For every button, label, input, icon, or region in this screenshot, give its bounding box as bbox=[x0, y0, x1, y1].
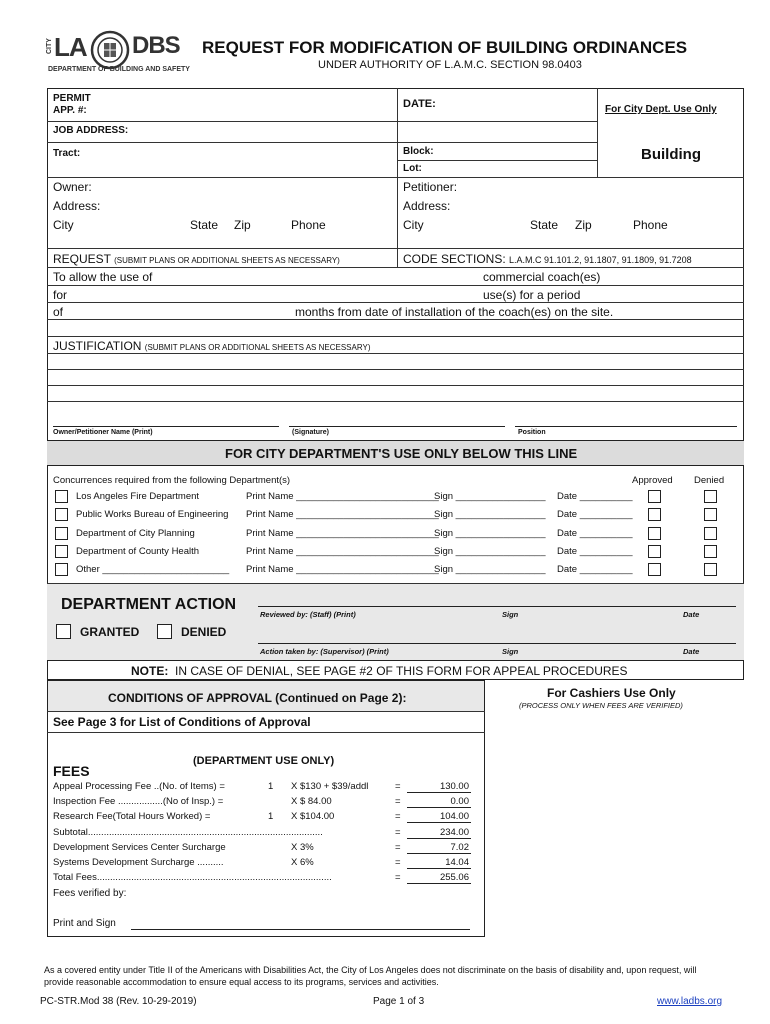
date-field[interactable]: Date __________ bbox=[557, 491, 633, 502]
denial-note bbox=[131, 664, 628, 678]
department-row bbox=[47, 526, 744, 542]
fee-amount[interactable]: 14.04 bbox=[407, 857, 471, 869]
city-seal-icon bbox=[90, 30, 130, 70]
date-field[interactable]: Date __________ bbox=[557, 527, 633, 539]
request-line-1[interactable] bbox=[53, 270, 741, 285]
phone-label: Phone bbox=[291, 218, 326, 232]
fee-amount[interactable]: 0.00 bbox=[407, 796, 471, 808]
ladbs-logo bbox=[46, 30, 190, 80]
job-address-field[interactable] bbox=[53, 125, 593, 139]
sign-field[interactable]: Sign _________________ bbox=[434, 564, 546, 576]
department-name: Department of County Health bbox=[76, 545, 200, 557]
approved-checkbox[interactable] bbox=[648, 527, 661, 540]
fee-label: Systems Development Surcharge .......... bbox=[53, 857, 224, 868]
fee-row bbox=[53, 781, 473, 795]
position-caption: Position bbox=[518, 429, 546, 436]
action-sign-caption: Sign bbox=[502, 647, 519, 656]
request-label: REQUEST bbox=[53, 252, 111, 266]
pet-city-label: City bbox=[403, 218, 424, 232]
department-row bbox=[47, 507, 744, 523]
granted-label: GRANTED bbox=[80, 625, 140, 639]
logo-la-text: LA bbox=[54, 32, 87, 62]
fee-row bbox=[53, 872, 473, 886]
reviewed-by-field[interactable] bbox=[258, 606, 736, 607]
fee-amount[interactable]: 7.02 bbox=[407, 842, 471, 854]
fee-equals: = bbox=[395, 796, 401, 808]
fee-label: Subtotal......................................................................................... bbox=[53, 826, 323, 838]
department-name: Los Angeles Fire Department bbox=[76, 491, 200, 502]
department-row bbox=[47, 489, 744, 505]
fee-amount[interactable]: 104.00 bbox=[407, 811, 471, 823]
denied-checkbox[interactable] bbox=[704, 490, 717, 503]
denied-header: Denied bbox=[694, 475, 725, 486]
request-line-3-right: months from date of installation of the coach(es) on the site. bbox=[295, 305, 614, 319]
city-label: City bbox=[53, 218, 74, 232]
petitioner-address-field[interactable] bbox=[403, 199, 741, 214]
city-use-label: For City Dept. Use Only bbox=[605, 104, 717, 115]
print-name-field[interactable]: Print Name ___________________________ bbox=[246, 564, 439, 576]
request-line-2-left: for bbox=[53, 288, 68, 302]
dept-action-title: DEPARTMENT ACTION bbox=[61, 596, 237, 613]
department-name: Department of City Planning bbox=[76, 527, 195, 539]
action-by-field[interactable] bbox=[258, 643, 736, 644]
cashiers-title: For Cashiers Use Only bbox=[547, 686, 676, 700]
department-name: Other ________________________ bbox=[76, 564, 230, 576]
denied-label: DENIED bbox=[181, 625, 227, 639]
code-sections-label: CODE SECTIONS: bbox=[403, 252, 506, 266]
conditions-title: CONDITIONS OF APPROVAL (Continued on Page 2): bbox=[108, 691, 407, 705]
conditions-see-page: See Page 3 for List of Conditions of Approval bbox=[53, 715, 311, 729]
sign-field[interactable]: Sign _________________ bbox=[434, 509, 546, 521]
tract-label: Tract: bbox=[53, 148, 81, 159]
petitioner-label: Petitioner: bbox=[403, 180, 458, 194]
job-address-label: JOB ADDRESS: bbox=[53, 125, 129, 136]
print-and-sign-label: Print and Sign bbox=[53, 918, 116, 929]
department-checkbox[interactable] bbox=[55, 508, 68, 521]
reviewed-date-caption: Date bbox=[683, 610, 700, 619]
app-number-field[interactable] bbox=[53, 105, 393, 119]
fee-amount[interactable]: 255.06 bbox=[407, 872, 471, 884]
date-field[interactable]: Date __________ bbox=[557, 564, 633, 576]
code-sections bbox=[403, 252, 692, 266]
tract-field[interactable] bbox=[53, 148, 393, 162]
fees-title: FEES bbox=[53, 763, 90, 779]
page-number: Page 1 of 3 bbox=[373, 996, 425, 1007]
department-checkbox[interactable] bbox=[55, 545, 68, 558]
fee-rate: X 3% bbox=[291, 841, 314, 853]
pet-state-label: State bbox=[530, 218, 559, 232]
state-label: State bbox=[190, 218, 219, 232]
fee-rate: X $104.00 bbox=[291, 811, 335, 823]
note-label: NOTE: bbox=[131, 664, 169, 678]
fee-row bbox=[53, 857, 473, 871]
pet-zip-label: Zip bbox=[575, 218, 592, 232]
justification-line-1[interactable] bbox=[48, 354, 743, 368]
fee-row bbox=[53, 796, 473, 810]
fee-amount[interactable]: 234.00 bbox=[407, 827, 471, 839]
fee-equals: = bbox=[395, 826, 401, 838]
fee-qty[interactable]: 1 bbox=[268, 811, 274, 823]
fee-label: Appeal Processing Fee ..(No. of Items) = bbox=[53, 781, 225, 792]
approved-checkbox[interactable] bbox=[648, 508, 661, 521]
fee-row bbox=[53, 842, 473, 856]
justification-note: (SUBMIT PLANS OR ADDITIONAL SHEETS AS NECESSARY) bbox=[144, 343, 371, 352]
denied-checkbox[interactable] bbox=[704, 563, 717, 576]
logo-city-text: CITY bbox=[46, 38, 53, 54]
print-name-field[interactable]: Print Name ___________________________ bbox=[246, 491, 439, 502]
fee-equals: = bbox=[395, 811, 401, 823]
fee-qty[interactable]: 1 bbox=[268, 781, 274, 792]
date-field[interactable]: Date __________ bbox=[557, 509, 633, 521]
lot-label: Lot: bbox=[403, 163, 422, 174]
date-label: DATE: bbox=[403, 98, 436, 110]
owner-address-label: Address: bbox=[53, 199, 101, 213]
fee-label: Development Services Center Surcharge bbox=[53, 841, 226, 853]
form-id: PC-STR.Mod 38 (Rev. 10-29-2019) bbox=[40, 996, 197, 1007]
approved-checkbox[interactable] bbox=[648, 563, 661, 576]
fee-label: Research Fee(Total Hours Worked) = bbox=[53, 811, 211, 823]
request-line-1-right: commercial coach(es) bbox=[483, 270, 601, 284]
print-and-sign-field[interactable] bbox=[131, 929, 470, 930]
department-checkbox[interactable] bbox=[55, 563, 68, 576]
app-label: APP. #: bbox=[53, 105, 87, 116]
request-line-2[interactable] bbox=[53, 288, 741, 303]
print-name-field[interactable]: Print Name ___________________________ bbox=[246, 545, 439, 557]
print-name-field[interactable]: Print Name ___________________________ bbox=[246, 527, 439, 539]
petitioner-address-label: Address: bbox=[403, 199, 451, 213]
request-line-3-left: of bbox=[53, 305, 64, 319]
owner-label: Owner: bbox=[53, 180, 92, 194]
fee-label: Total Fees......................................................................................... bbox=[53, 872, 332, 884]
owner-name-field[interactable] bbox=[53, 426, 279, 427]
approved-checkbox[interactable] bbox=[648, 490, 661, 503]
action-date-caption: Date bbox=[683, 647, 700, 656]
department-checkbox[interactable] bbox=[55, 490, 68, 503]
permit-label: PERMIT bbox=[53, 93, 91, 104]
fee-row bbox=[53, 827, 473, 841]
justification-label: JUSTIFICATION bbox=[53, 339, 142, 353]
website-link[interactable]: www.ladbs.org bbox=[657, 996, 723, 1007]
fee-equals: = bbox=[395, 781, 401, 792]
fees-dept-use: (DEPARTMENT USE ONLY) bbox=[193, 755, 335, 767]
department-name: Public Works Bureau of Engineering bbox=[76, 509, 229, 521]
fee-label: Inspection Fee .................(No of Insp.) = bbox=[53, 796, 224, 808]
fee-rate: X $130 + $39/addl bbox=[291, 781, 369, 792]
pet-phone-label: Phone bbox=[633, 218, 668, 232]
owner-city-row[interactable] bbox=[53, 218, 393, 233]
block-label: Block: bbox=[403, 146, 434, 157]
denied-checkbox[interactable] bbox=[704, 508, 717, 521]
page-subtitle: UNDER AUTHORITY OF L.A.M.C. SECTION 98.0403 bbox=[318, 59, 582, 71]
date-field[interactable] bbox=[403, 98, 593, 112]
fee-amount[interactable]: 130.00 bbox=[407, 781, 471, 793]
code-sections-value: L.A.M.C 91.101.2, 91.1807, 91.1809, 91.7208 bbox=[509, 255, 692, 265]
position-field[interactable] bbox=[515, 426, 737, 427]
print-name-field[interactable]: Print Name ___________________________ bbox=[246, 509, 439, 521]
concurrences-heading: Concurrences required from the following Department(s) bbox=[53, 475, 291, 486]
approved-checkbox[interactable] bbox=[648, 545, 661, 558]
signature-caption: (Signature) bbox=[292, 429, 329, 436]
approved-header: Approved bbox=[632, 475, 673, 486]
ada-statement: As a covered entity under Title II of the Americans with Disabilities Act, the City of Los Angeles does not discriminate on the basis of disability and, upon request, will provide reasonable accommodation to ensure equal access to its programs, services and activities. bbox=[44, 965, 697, 987]
justification-line-3[interactable] bbox=[48, 386, 743, 400]
note-text: IN CASE OF DENIAL, SEE PAGE #2 OF THIS FORM FOR APPEAL PROCEDURES bbox=[175, 664, 628, 678]
denied-checkbox[interactable] bbox=[704, 545, 717, 558]
department-row bbox=[47, 562, 744, 578]
fees-verified-by: Fees verified by: bbox=[53, 888, 127, 899]
denied-checkbox[interactable] bbox=[157, 624, 172, 639]
department-checkbox[interactable] bbox=[55, 527, 68, 540]
logo-subtitle: DEPARTMENT OF BUILDING AND SAFETY bbox=[48, 66, 190, 73]
owner-field[interactable] bbox=[53, 180, 393, 195]
building-label: Building bbox=[641, 146, 701, 163]
request-note: (SUBMIT PLANS OR ADDITIONAL SHEETS AS NECESSARY) bbox=[114, 256, 340, 265]
petitioner-city-row[interactable] bbox=[403, 218, 741, 233]
owner-address-field[interactable] bbox=[53, 199, 393, 214]
owner-name-caption: Owner/Petitioner Name (Print) bbox=[53, 429, 153, 436]
fee-rate: X $ 84.00 bbox=[291, 796, 332, 808]
department-row bbox=[47, 544, 744, 560]
denied-checkbox[interactable] bbox=[704, 527, 717, 540]
sign-field[interactable]: Sign _________________ bbox=[434, 491, 546, 502]
date-field[interactable]: Date __________ bbox=[557, 545, 633, 557]
cashiers-note: (PROCESS ONLY WHEN FEES ARE VERIFIED) bbox=[519, 701, 683, 710]
request-line-2-right: use(s) for a period bbox=[483, 288, 581, 302]
city-use-band-text: FOR CITY DEPARTMENT'S USE ONLY BELOW THIS LINE bbox=[225, 446, 578, 461]
lot-field[interactable] bbox=[403, 163, 593, 176]
reviewed-sign-caption: Sign bbox=[502, 610, 519, 619]
reviewed-by-caption: Reviewed by: (Staff) (Print) bbox=[260, 610, 356, 619]
page-title: REQUEST FOR MODIFICATION OF BUILDING ORDINANCES bbox=[202, 38, 688, 57]
fee-row bbox=[53, 811, 473, 825]
fee-equals: = bbox=[395, 841, 401, 853]
justification-line-2[interactable] bbox=[48, 370, 743, 384]
block-field[interactable] bbox=[403, 146, 593, 159]
logo-dbs-text: DBS bbox=[132, 32, 180, 59]
fee-equals: = bbox=[395, 872, 401, 884]
justification-heading bbox=[53, 339, 370, 353]
signature-field[interactable] bbox=[289, 426, 505, 427]
petitioner-field[interactable] bbox=[403, 180, 741, 195]
fee-rate: X 6% bbox=[291, 857, 314, 868]
fee-equals: = bbox=[395, 857, 401, 868]
sign-field[interactable]: Sign _________________ bbox=[434, 545, 546, 557]
action-by-caption: Action taken by: (Supervisor) (Print) bbox=[260, 647, 389, 656]
request-line-3[interactable] bbox=[53, 305, 741, 320]
request-heading bbox=[53, 252, 340, 266]
request-line-1-left: To allow the use of bbox=[53, 270, 153, 284]
granted-checkbox[interactable] bbox=[56, 624, 71, 639]
zip-label: Zip bbox=[234, 218, 251, 232]
sign-field[interactable]: Sign _________________ bbox=[434, 527, 546, 539]
